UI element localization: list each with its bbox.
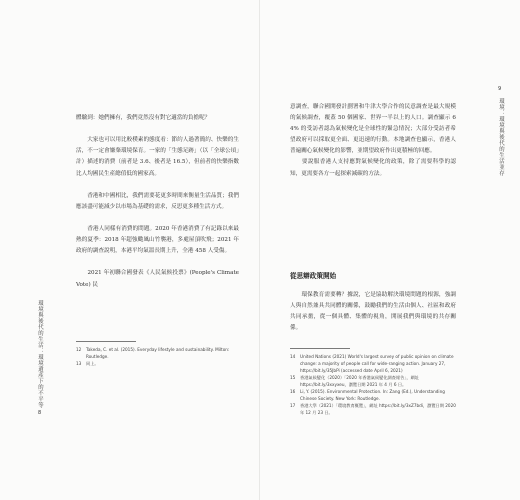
footnote-number: 16 bbox=[290, 389, 296, 394]
left-paragraph-1: 體驗到：她們擁有，我們竟然沒有對它適當的負擔呢？ bbox=[76, 115, 211, 122]
footnote-text: 香港氣候變化（2020）「2020 年香港氣候變化調查報告」，網址 https://bit.ly/3xxyxeu，瀏覽日期 2021 年 4 月 6 日。 bbox=[300, 375, 419, 387]
right-paragraph-1: 意調查，聯合國開發計劃署和牛津大學合作的民意調查是最大規模的氣候調查，覆蓋 50 個國家、世界一半以上的人口。調查顯示 64% 的受訪者認為氣候變化是全球性的緊急情況；大部分受訪者希望政府可以採取更全面、更迅速的行動。本地調查也顯示，香港人普遍關心氣候變化的影響，並期望政府作出更積極的回應。 要說服香港人支持應對氣候變化的政策，除了需要科學的認知，更需要各方一起探索減碳的方法。 bbox=[290, 104, 456, 177]
left-running-title: 環境與後代的生活：環境遺產下的不平等 bbox=[37, 300, 43, 408]
right-page-number: 9 bbox=[498, 86, 502, 92]
left-paragraph-3: 香港和中國相比，我們需要花更多時間來衡量生活品質；我們應該盡可能減少以市場為基礎的需求，反思更多種生活方式。 bbox=[76, 192, 239, 210]
footnote-text: 香港大學（2021）「環境教育概覽」，網址 https://bit.ly/3xZ7bdi，瀏覽日期 2020 年 12 月 23 日。 bbox=[300, 403, 456, 415]
right-running-title: 環境：環境與後代的生活並存 bbox=[498, 98, 504, 176]
right-paragraph-2: 環保教育需要轉？據說，它是協助解決環境問題的根源，強調人與自然兼具共同體的關係，鼓勵我們的生活由個人、社區和政府共同承擔，從一個具體、集體的視角，開展我們與環境的共存關係。 bbox=[290, 292, 456, 332]
right-footnote-rule bbox=[290, 348, 350, 349]
footnote-number: 12 bbox=[76, 347, 82, 352]
footnote-number: 17 bbox=[290, 403, 296, 408]
section-heading: 從思辯政策開始 bbox=[290, 272, 337, 280]
footnote-text: Li, Y. (2015). Environmental Protection. In: Zang (Ed.), Understanding Chinese Society. New York: Routledge. bbox=[300, 389, 445, 401]
left-paragraph-5: 2021 年初聯合國發表《人民氣候投票》(People's Climate Vote) 民 bbox=[76, 270, 239, 288]
footnote-item bbox=[76, 360, 241, 367]
left-footnote-rule bbox=[76, 341, 136, 342]
footnote-number: 14 bbox=[290, 354, 296, 359]
left-paragraph-2: 大家也可以用比較樸素的態度看：節約人過著簡約、快樂的生活，不一定會嫌棄環境保育。一家的「生態足跡」（以「全球公頃」計）描述的消費（前者是 3.6、後者是 16.5），但前者的快樂指數比人均國民生產總值低的國家高。 bbox=[76, 137, 239, 177]
footnote-text: Takeda, C. et al. (2015). Everyday lifestyle and sustainability. Milton: Routledge. bbox=[86, 347, 230, 359]
right-footnotes bbox=[290, 353, 458, 416]
footnote-item bbox=[290, 374, 458, 388]
footnote-item bbox=[290, 388, 458, 402]
footnote-item bbox=[290, 353, 458, 374]
footnote-item bbox=[76, 346, 241, 360]
footnote-item bbox=[290, 402, 458, 416]
footnote-number: 15 bbox=[290, 375, 296, 380]
right-page bbox=[260, 0, 520, 500]
left-footnotes bbox=[76, 346, 241, 367]
footnote-text: United Nations (2021) World's largest survey of public opinion on climate change: a majority of people call for wide-ranging action. January 27, https://bit.ly/35JbPi (accessed date April 6, 2021) bbox=[300, 354, 454, 373]
left-paragraph-4: 香港人同樣有消費的問題。2020 年香港消費了有記錄以來最熱的夏季：2018 年超強颱風山竹襲港，多處屋頂吹飛；2021 年政府的調查說明，本港平均氣溫長期上升，全港 458 人受傷。 bbox=[76, 226, 239, 255]
left-page-number: 8 bbox=[38, 410, 42, 416]
footnote-number: 13 bbox=[76, 361, 82, 366]
footnote-text: 同上。 bbox=[86, 361, 99, 366]
left-body-text bbox=[76, 102, 239, 302]
